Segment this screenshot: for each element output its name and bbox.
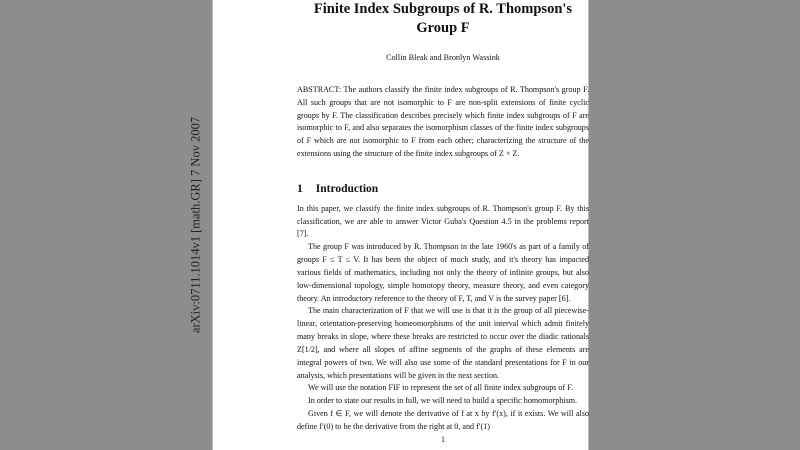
paragraph-2: The group F was introduced by R. Thompson in the late 1960's as part of a family of groups F ≤ T ≤ V. It has been the object of much study, and it's theory has impacted various fields of mathematics, including not only the theory of infinite groups, but also low-dimensional topology, simple homotopy theory, measure theory, and even category theory. An introductory reference to the theory of F, T, and V is the survey paper [6]. [297,242,589,303]
section-number: 1 [297,182,303,195]
arxiv-identifier-stamp: arXiv:0711.1014v1 [math.GR] 7 Nov 2007 [188,116,203,334]
authors: Collin Bleak and Bronlyn Wassink [386,53,500,63]
section-heading-introduction [297,183,589,195]
abstract: ABSTRACT: The authors classify the finite index subgroups of R. Thompson's group F. All such groups that are not isomorphic to F are non-split extensions of finite cyclic groups by F. The classification describes precisely which finite index subgroups of F are isomorphic to F, and also separates the isomorphism classes of the finite index subgroups of F which are not isomorphic to F from each other; characterizing the structure of the extensions using the structure of the finite index subgroups of Z × Z. [297,85,589,158]
paragraph-1: In this paper, we classify the finite index subgroups of R. Thompson's group F. By this classification, we are able to answer Victor Guba's Question 4.5 in the problems report [7]. [297,203,589,239]
paragraph-3: The main characterization of F that we will use is that it is the group of all piecewise-linear, orientation-preserving homeomorphisms of the unit interval which admit finitely many breaks in slope, where these breaks are restricted to occur over the diadic rationals Z[1/2], and where all slopes of affine segments of the graphs of these elements are integral powers of two. We will also use some of the standard presentations for F in our analysis, which presentations will be given in the next section. [297,306,589,380]
right-gray-margin [588,0,800,450]
section-title: Introduction [315,182,379,195]
paragraph-4: We will use the notation FIF to represent the set of all finite index subgroups of F. [308,383,574,393]
paper-page [213,0,588,450]
left-gray-margin [0,0,213,450]
title-line-2: Group F [416,19,470,36]
paragraph-5: In order to state our results in full, we will need to build a specific homomorphism. [308,396,578,406]
arxiv-stamp-area [0,0,213,450]
paper-text-column [297,0,589,450]
paragraph-6: Given f ∈ F, we will denote the derivative of f at x by f′(x), if it exists. We will also define f′(0) to be the derivative from the right at 0, and f′(1) [297,409,589,431]
page-title [297,0,589,37]
title-line-1: Finite Index Subgroups of R. Thompson's [313,1,573,17]
page-number: 1 [441,435,445,444]
